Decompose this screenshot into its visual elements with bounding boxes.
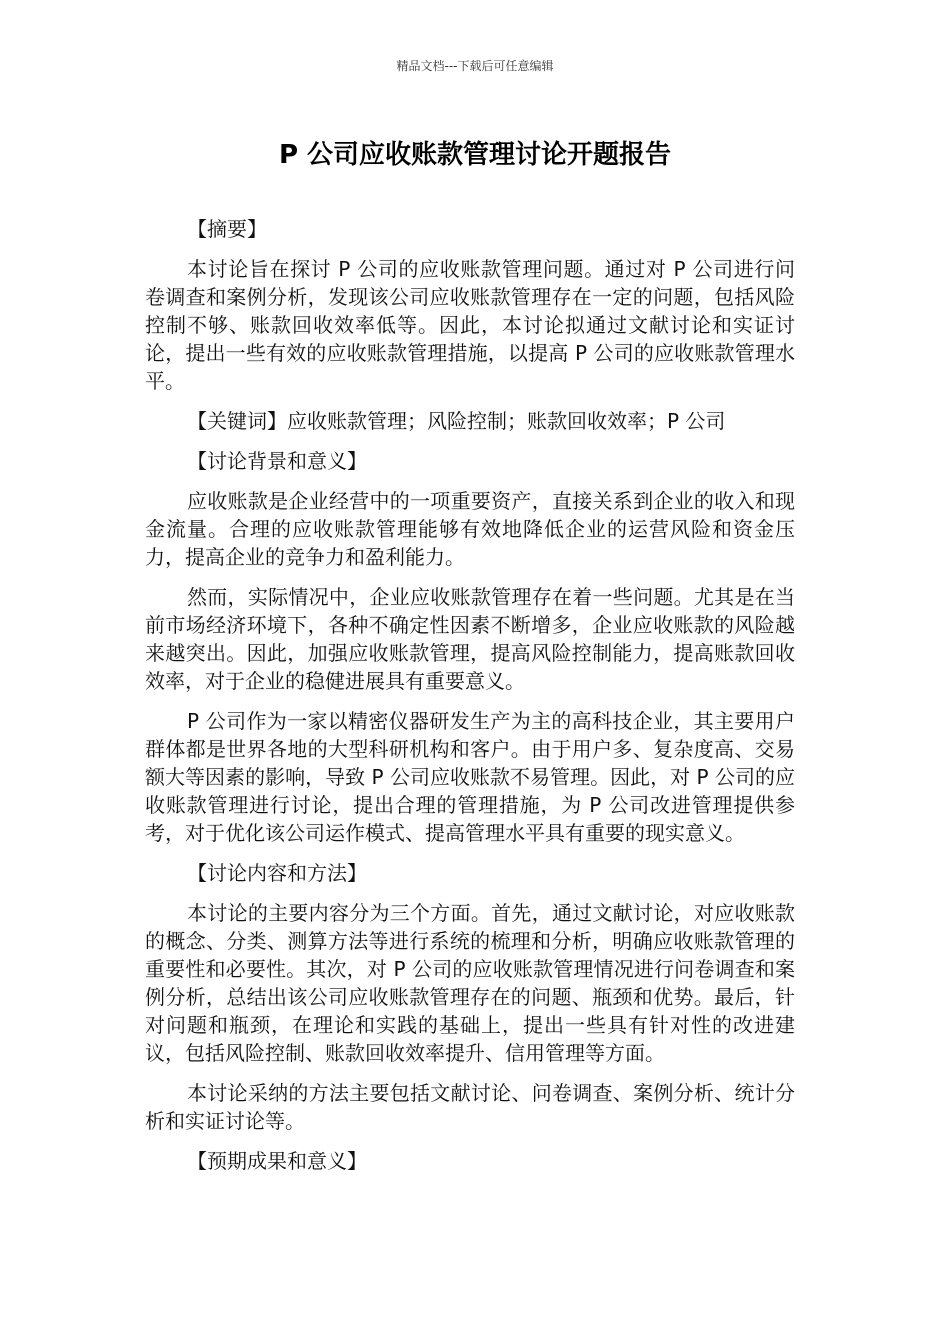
keywords-line: 【关键词】应收账款管理；风险控制；账款回收效率；P 公司 [187, 409, 726, 433]
header-watermark: 精品文档---下载后可任意编辑 [396, 59, 554, 73]
content-paragraph-1: 本讨论的主要内容分为三个方面。首先，通过文献讨论，对应收账款的概念、分类、测算方法等进行系统的梳理和分析，明确应收账款管理的重要性和必要性。其次，对 P 公司的应收账款管理情况进行问卷调查和案例分析，总结出该公司应收账款管理存在的问题、瓶颈和优势。最后，针对问题和瓶颈，在理论和实践的基础上，提出一些具有针对性的改进建议，包括风险控制、账款回收效率提升、信用管理等方面。 [145, 901, 795, 1065]
abstract-paragraph: 本讨论旨在探讨 P 公司的应收账款管理问题。通过对 P 公司进行问卷调查和案例分析，发现该公司应收账款管理存在一定的问题，包括风险控制不够、账款回收效率低等。因此，本讨论拟通过文献讨论和实证讨论，提出一些有效的应收账款管理措施，以提高 P 公司的应收账款管理水平。 [145, 257, 795, 393]
document-title: P 公司应收账款管理讨论开题报告 [278, 140, 672, 170]
content-method-heading: 【讨论内容和方法】 [187, 861, 367, 885]
background-heading: 【讨论背景和意义】 [187, 449, 367, 473]
abstract-heading: 【摘要】 [187, 217, 267, 241]
background-paragraph-3: P 公司作为一家以精密仪器研发生产为主的高科技企业，其主要用户群体都是世界各地的大型科研机构和客户。由于用户多、复杂度高、交易额大等因素的影响，导致 P 公司应收账款不易管理。因此，对 P 公司的应收账款管理进行讨论，提出合理的管理措施，为 P 公司改进管理提供参考，对于优化该公司运作模式、提高管理水平具有重要的现实意义。 [145, 709, 795, 845]
content-paragraph-2: 本讨论采纳的方法主要包括文献讨论、问卷调查、案例分析、统计分析和实证讨论等。 [145, 1081, 795, 1133]
expected-results-heading: 【预期成果和意义】 [187, 1149, 367, 1173]
background-paragraph-2: 然而，实际情况中，企业应收账款管理存在着一些问题。尤其是在当前市场经济环境下，各种不确定性因素不断增多，企业应收账款的风险越来越突出。因此，加强应收账款管理，提高风险控制能力，提高账款回收效率，对于企业的稳健进展具有重要意义。 [145, 585, 795, 693]
document-body [145, 215, 795, 1187]
background-paragraph-1: 应收账款是企业经营中的一项重要资产，直接关系到企业的收入和现金流量。合理的应收账款管理能够有效地降低企业的运营风险和资金压力，提高企业的竞争力和盈利能力。 [145, 489, 795, 569]
